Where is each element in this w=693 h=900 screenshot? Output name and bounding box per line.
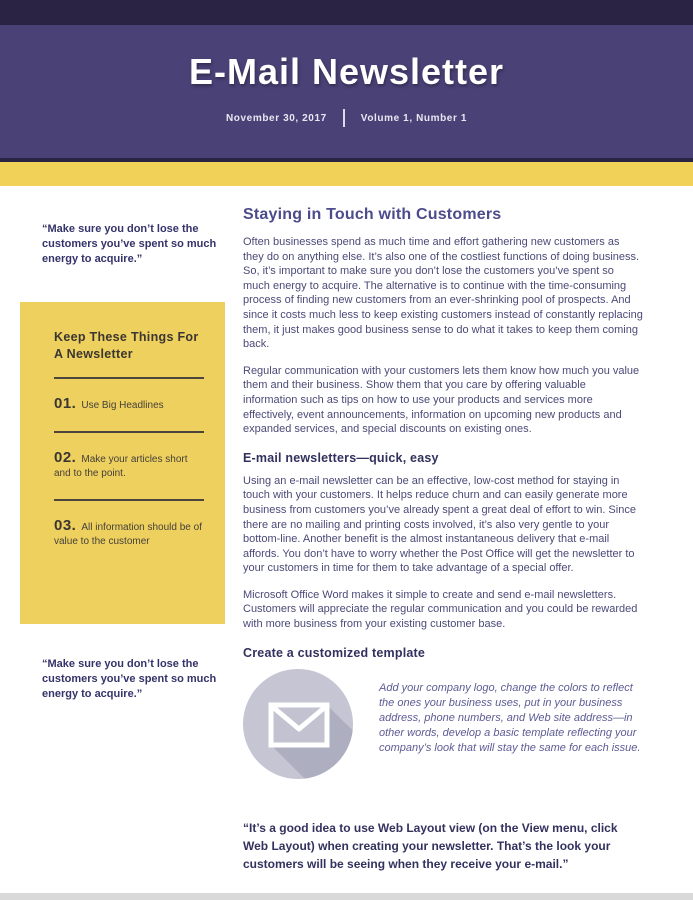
issue-volume: Volume 1, Number 1 <box>360 112 467 124</box>
sidebar <box>20 186 225 873</box>
tip-item <box>54 397 204 413</box>
accent-band <box>0 162 693 186</box>
tip-number: 03. <box>54 517 77 534</box>
article-subheading: Create a customized template <box>243 645 426 660</box>
article-paragraph: Regular communication with your customers lets them know how much you value them and their business. Show them that you care by offering valuable information such as tips on how to use your products and services more effectively, event announcements, information on upcoming new products and expanded services, and special discounts on existing ones. <box>243 364 640 436</box>
template-caption: Add your company logo, change the colors to reflect the ones your business uses, put in your business address, phone numbers, and Web site address—in other words, develop a basic template reflecting your company’s look that will stay the same for each issue. <box>379 681 641 754</box>
article-heading: Staying in Touch with Customers <box>243 206 502 223</box>
pull-quote-top: “Make sure you don’t lose the customers you’ve spent so much energy to acquire.” <box>42 223 217 265</box>
tip-number: 01. <box>54 395 77 412</box>
envelope-icon <box>243 669 353 779</box>
tips-box <box>20 302 225 624</box>
article-paragraph: Microsoft Office Word makes it simple to create and send e-mail newsletters. Customers will appreciate the regular communication and you could be rewarded with more business from your existing customer base. <box>243 588 638 631</box>
tip-text: Make your articles short and to the point. <box>54 454 188 479</box>
tip-text: Use Big Headlines <box>81 400 164 411</box>
main-column <box>243 186 643 873</box>
article-subheading: E-mail newsletters—quick, easy <box>243 450 439 465</box>
top-strip <box>0 0 693 25</box>
closing-quote: “It’s a good idea to use Web Layout view (on the View menu, click Web Layout) when creating your newsletter. That’s the look your customers will be seeing when they receive your e-mail.” <box>243 820 618 871</box>
masthead <box>0 25 693 158</box>
content-area <box>0 186 693 873</box>
tips-divider <box>54 377 204 379</box>
article-paragraph: Often businesses spend as much time and effort gathering new customers as they do on anything else. It’s also one of the costliest functions of doing business. So, it’s important to make sure you don’t lose the customers you’ve spent so much energy to acquire. The alternative is to continue with the time-consuming process of finding new customers from an ever-shrinking pool of prospects. And since it costs much less to keep existing customers instead of constantly replacing them, it just makes good business sense to do what it takes to keep them coming back. <box>243 236 643 351</box>
issue-date: November 30, 2017 <box>225 112 327 124</box>
tips-divider <box>54 499 204 501</box>
article-paragraph: Using an e-mail newsletter can be an effective, low-cost method for staying in touch with your customers. It helps reduce churn and can easily generate more business from customers you’ve already spent a great deal of effort to win. Since there are no mailing and printing costs involved, it’s also very gentle to your bottom-line. Another benefit is the almost instantaneous delivery that e-mail affords. You don’t have to worry whether the Post Office will get the newsletter to your customers in time for them to take advantage of a special offer. <box>243 474 636 575</box>
pull-quote-bottom: “Make sure you don’t lose the customers you’ve spent so much energy to acquire.” <box>42 658 217 700</box>
template-illustration-row <box>243 669 643 779</box>
newsletter-title: E-Mail Newsletter <box>188 51 505 92</box>
tip-text: All information should be of value to the customer <box>54 522 202 547</box>
page-edge <box>0 893 693 900</box>
meta-divider <box>343 109 345 127</box>
tip-number: 02. <box>54 449 77 466</box>
tip-item <box>54 519 204 549</box>
tips-divider <box>54 431 204 433</box>
masthead-meta <box>0 109 693 127</box>
tips-box-heading: Keep These Things For A Newsletter <box>54 330 199 361</box>
tip-item <box>54 451 204 481</box>
